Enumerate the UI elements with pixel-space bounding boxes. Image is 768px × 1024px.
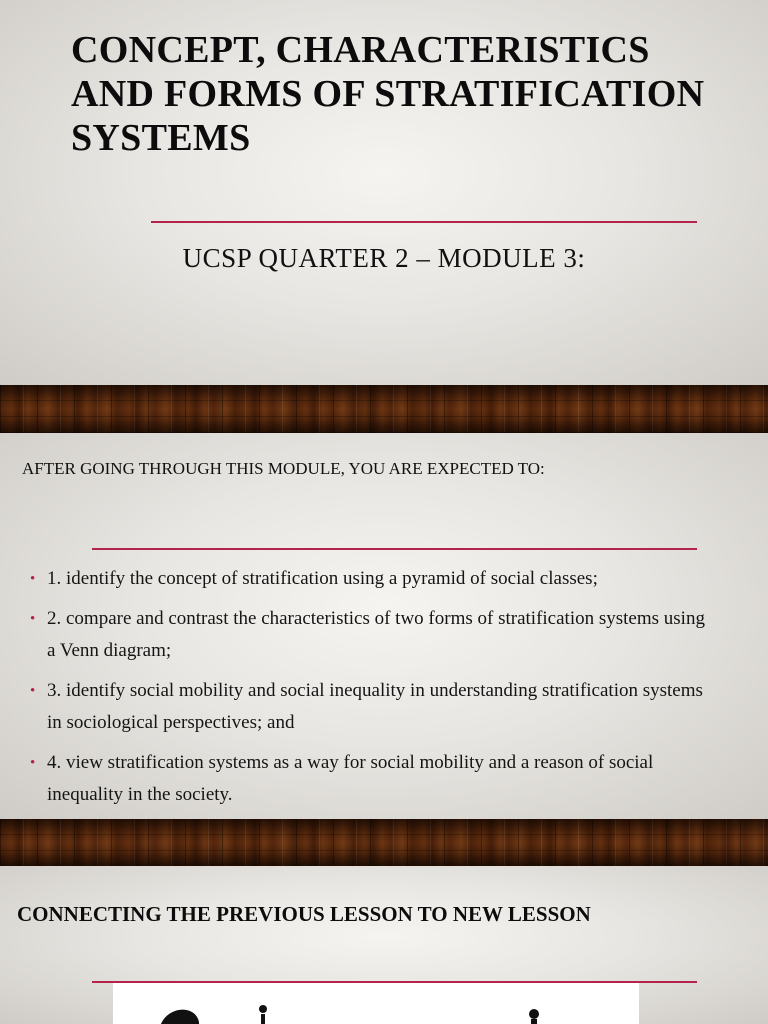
- slide-subtitle: UCSP QUARTER 2 – MODULE 3:: [182, 243, 586, 273]
- list-item: [30, 603, 710, 667]
- slide-objectives: [0, 433, 768, 819]
- bullet-dot-icon: •: [30, 683, 36, 699]
- title-divider: [151, 221, 697, 223]
- objectives-list: [30, 563, 710, 819]
- slide-title: [0, 0, 768, 385]
- slide-title-heading: CONCEPT, CHARACTERISTICS AND FORMS OF STRATIFICATION SYSTEMS: [71, 29, 705, 159]
- person-silhouette-icon: [153, 1005, 219, 1024]
- objective-text: 1. identify the concept of stratification using a pyramid of social classes;: [47, 568, 598, 589]
- slide-connecting-lesson: [0, 866, 768, 1024]
- illustration-panel: [113, 983, 639, 1024]
- list-item: [30, 563, 710, 595]
- list-item: [30, 747, 710, 811]
- objective-text: 3. identify social mobility and social inequality in understanding stratification systems in sociological perspectives; and: [47, 680, 703, 733]
- connecting-heading: CONNECTING THE PREVIOUS LESSON TO NEW LESSON: [17, 902, 591, 926]
- list-item: [30, 675, 710, 739]
- sketch-figure-icon: [493, 1005, 553, 1024]
- objective-text: 2. compare and contrast the characteristics of two forms of stratification systems using a Venn diagram;: [47, 608, 705, 661]
- wood-floor-band: [0, 385, 768, 433]
- objectives-divider: [92, 548, 697, 550]
- stick-figure-icon: [253, 1003, 273, 1024]
- wood-floor-band: [0, 819, 768, 866]
- objective-text: 4. view stratification systems as a way for social mobility and a reason of social inequality in the society.: [47, 752, 654, 805]
- objectives-heading: AFTER GOING THROUGH THIS MODULE, YOU ARE EXPECTED TO:: [22, 459, 545, 478]
- bullet-dot-icon: •: [30, 571, 36, 587]
- bullet-dot-icon: •: [30, 611, 36, 627]
- bullet-dot-icon: •: [30, 755, 36, 771]
